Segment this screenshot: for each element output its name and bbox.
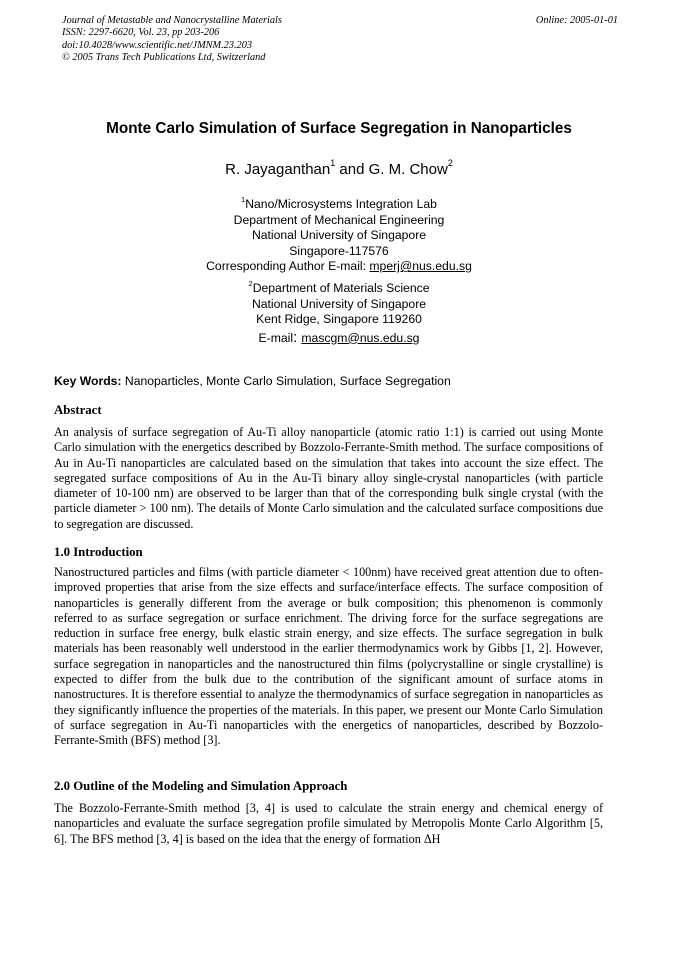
author-name: R. Jayaganthan bbox=[225, 161, 331, 178]
affiliation-line: Singapore-117576 bbox=[289, 243, 389, 258]
author-conjunction: and bbox=[335, 161, 369, 178]
keywords bbox=[54, 374, 624, 388]
affiliation-mark: 1 bbox=[241, 195, 246, 204]
paper-title: Monte Carlo Simulation of Surface Segregation in Nanoparticles bbox=[106, 120, 572, 137]
affiliation-2 bbox=[0, 277, 678, 346]
email-link[interactable]: mascgm@nus.edu.sg bbox=[301, 330, 420, 345]
journal-copyright: © 2005 Trans Tech Publications Ltd, Switzerland bbox=[62, 52, 266, 64]
affiliation-line: Department of Materials Science bbox=[252, 281, 430, 296]
outline-heading: 2.0 Outline of the Modeling and Simulation Approach bbox=[54, 779, 348, 793]
journal-name: Journal of Metastable and Nanocrystalline Materials bbox=[62, 15, 282, 26]
introduction-heading: 1.0 Introduction bbox=[54, 545, 143, 559]
email-colon: : bbox=[293, 328, 302, 346]
email-link[interactable]: mperj@nus.edu.sg bbox=[369, 259, 472, 274]
affiliation-1 bbox=[0, 193, 678, 275]
journal-issn: ISSN: 2297-6620, Vol. 23, pp 203-206 bbox=[62, 27, 220, 39]
keywords-label: Key Words: bbox=[54, 374, 122, 388]
affiliation-mark: 2 bbox=[248, 279, 253, 288]
author-affiliation-mark: 1 bbox=[330, 158, 336, 168]
keywords-text: Nanoparticles, Monte Carlo Simulation, Surface Segregation bbox=[121, 374, 451, 388]
introduction-text: Nanostructured particles and films (with particle diameter < 100nm) have received great attention due to often-improved properties that arise from the size effects and surface/interface effects. The surface composition of nanoparticles is generally different from the average or bulk composition; this phenomenon is commonly referred to as surface segregation or surface enrichment. The driving force for the surface segregations are reduction in surface free energy, bulk elastic strain energy, and size effects. The surface segregation in bulk materials has been reasonably well understood in the earlier thermodynamics work by Gibbs [1, 2]. However, surface segregation in nanoparticles and the nanostructured thin films (polycrystalline or single crystalline) is expected to differ from the bulk due to the contribution of the significant amount of surface atoms in nanostructures. It is therefore essential to analyze the thermodynamics of surface segregation in nanoparticles as they significantly influence the properties of the materials. In this paper, we present our Monte Carlo Simulation of surface segregation in Au-Ti nanoparticles with the energetics of nanoparticles, described by Bozzolo-Ferrante-Smith (BFS) method [3]. bbox=[54, 565, 603, 748]
outline-text: The Bozzolo-Ferrante-Smith method [3, 4] is used to calculate the strain energy and chemical energy of nanoparticles and evaluate the surface segregation profile simulated by Metropolis Monte Carlo Algorithm [5, 6]. The BFS method [3, 4] is based on the idea that the energy of formation ΔH bbox=[54, 801, 603, 846]
author-affiliation-mark: 2 bbox=[447, 158, 453, 168]
affiliation-line: National University of Singapore bbox=[251, 296, 427, 311]
affiliation-line: National University of Singapore bbox=[251, 228, 427, 243]
author-list bbox=[0, 160, 678, 178]
affiliation-line: Department of Mechanical Engineering bbox=[233, 212, 445, 227]
affiliation-line: Nano/Microsystems Integration Lab bbox=[245, 197, 437, 212]
online-date: Online: 2005-01-01 bbox=[535, 15, 618, 26]
author-name: G. M. Chow bbox=[368, 161, 448, 178]
journal-doi: doi:10.4028/www.scientific.net/JMNM.23.203 bbox=[62, 39, 252, 51]
email-label: E-mail bbox=[258, 330, 294, 345]
email-label: Corresponding Author E-mail: bbox=[206, 259, 370, 274]
abstract-heading: Abstract bbox=[54, 403, 102, 417]
affiliation-line: Kent Ridge, Singapore 119260 bbox=[256, 312, 422, 327]
abstract-text: An analysis of surface segregation of Au-Ti alloy nanoparticle (atomic ratio 1:1) is carried out using Monte Carlo simulation with the energetics described by Bozzolo-Ferrante-Smith method. The surface compositions of Au in Au-Ti nanoparticles are calculated based on the simulation that takes into account the size effect. The segregated surface compositions of Au in the Au-Ti binary alloy single-crystal nanoparticles (with particle diameter of 10-100 nm) are observed to be larger than that of the corresponding bulk single crystal (with the particle diameter > 100 nm). The details of Monte Carlo simulation and the calculated surface compositions due to segregation are discussed. bbox=[54, 425, 603, 531]
journal-header bbox=[62, 15, 618, 65]
